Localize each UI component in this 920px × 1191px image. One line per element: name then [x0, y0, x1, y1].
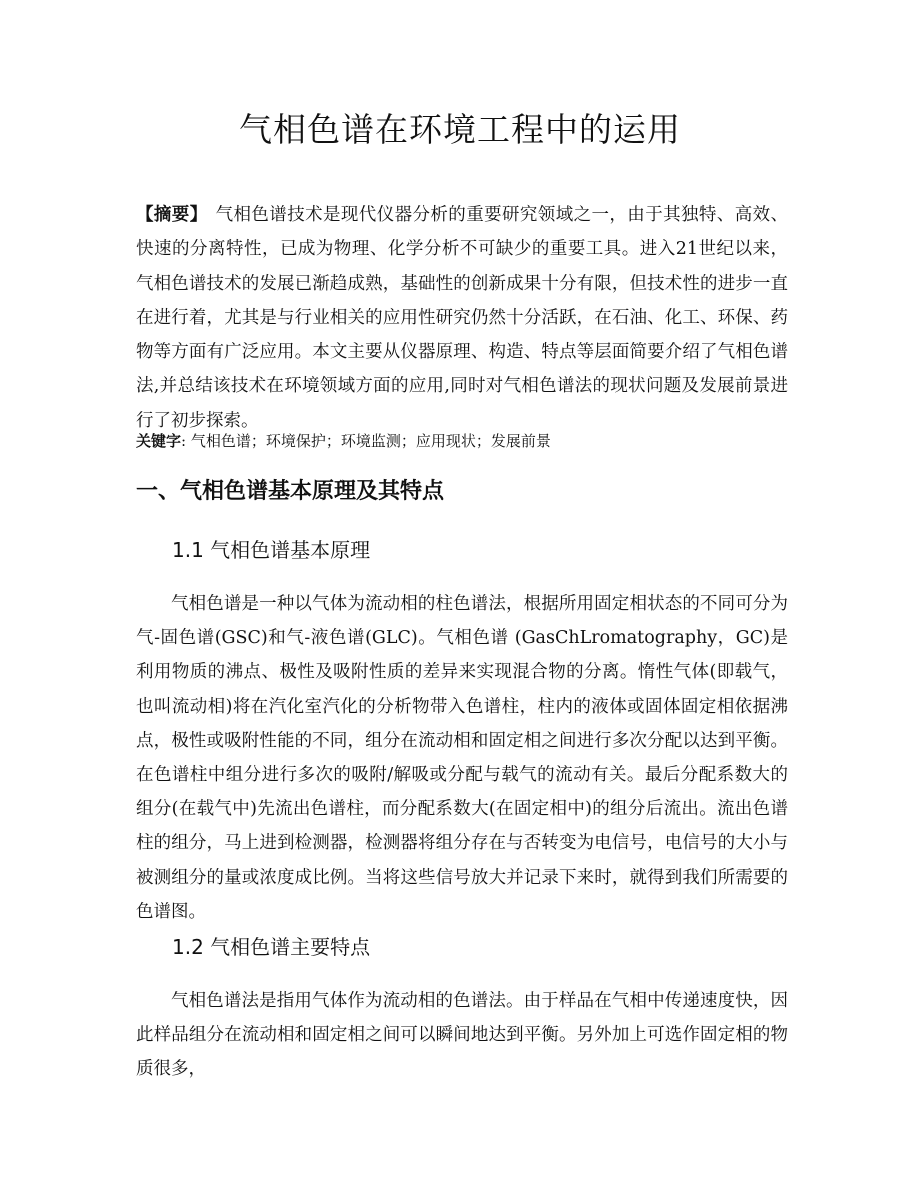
- keywords-line: [136, 428, 788, 454]
- subsection-1-1-paragraph: 气相色谱是一种以气体为流动相的柱色谱法，根据所用固定相状态的不同可分为气-固色谱(GSC)和气-液色谱(GLC)。气相色谱 (GasChLromatography，GC)是利用物质的沸点、极性及吸附性质的差异来实现混合物的分离。惰性气体(即载气，也叫流动相)将在汽化室汽化的分析物带入色谱柱，柱内的液体或固体固定相依据沸点，极性或吸附性能的不同，组分在流动相和固定相之间进行多次分配以达到平衡。在色谱柱中组分进行多次的吸附/解吸或分配与载气的流动有关。最后分配系数大的组分(在载气中)先流出色谱柱，而分配系数大(在固定相中)的组分后流出。流出色谱柱的组分，马上进到检测器，检测器将组分存在与否转变为电信号，电信号的大小与被测组分的量或浓度成比例。当将这些信号放大并记录下来时，就得到我们所需要的色谱图。: [136, 594, 788, 922]
- subsection-1-1-heading: 1.1 气相色谱基本原理: [172, 538, 371, 562]
- abstract-text: 气相色谱技术是现代仪器分析的重要研究领域之一，由于其独特、高效、快速的分离特性，已成为物理、化学分析不可缺少的重要工具。进入21世纪以来，气相色谱技术的发展已渐趋成熟，基础性的创新成果十分有限，但技术性的进步一直在进行着，尤其是与行业相关的应用性研究仍然十分活跃，在石油、化工、环保、药物等方面有广泛应用。本文主要从仪器原理、构造、特点等层面简要介绍了气相色谱法,并总结该技术在环境领域方面的应用,同时对气相色谱法的现状问题及发展前景进行了初步探索。: [136, 205, 789, 431]
- subsection-1-2-heading: 1.2 气相色谱主要特点: [172, 935, 371, 959]
- section-1-heading: 一、气相色谱基本原理及其特点: [136, 479, 445, 504]
- document-title: 气相色谱在环境工程中的运用: [239, 110, 681, 149]
- keywords-text: : 气相色谱；环境保护；环境监测；应用现状；发展前景: [181, 432, 551, 450]
- abstract-label: 【摘要】: [136, 205, 208, 225]
- abstract-paragraph: [136, 198, 788, 438]
- keywords-label: 关键字: [136, 432, 182, 450]
- subsection-1-2-paragraph: 气相色谱法是指用气体作为流动相的色谱法。由于样品在气相中传递速度快，因此样品组分在流动相和固定相之间可以瞬间地达到平衡。另外加上可选作固定相的物质很多，: [136, 991, 788, 1080]
